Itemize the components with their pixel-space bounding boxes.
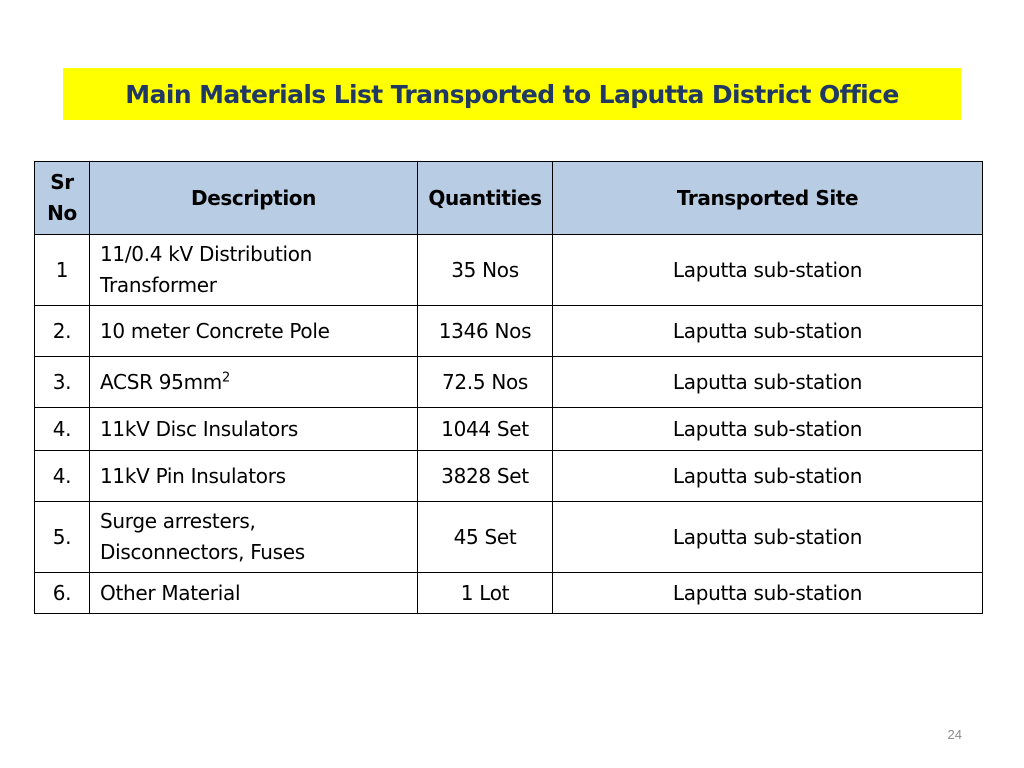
header-sr-no: Sr No — [35, 162, 90, 235]
site-cell: Laputta sub-station — [553, 573, 983, 614]
quantity-cell: 72.5 Nos — [418, 357, 553, 408]
table-row — [35, 306, 983, 357]
quantity-cell: 45 Set — [418, 502, 553, 573]
quantity-cell: 1044 Set — [418, 408, 553, 451]
table-header-row — [35, 162, 983, 235]
table-row — [35, 502, 983, 573]
slide-title: Main Materials List Transported to Laputta District Office — [125, 79, 899, 109]
description-cell: 10 meter Concrete Pole — [90, 306, 418, 357]
description-cell: 11kV Disc Insulators — [90, 408, 418, 451]
quantity-cell: 1 Lot — [418, 573, 553, 614]
site-cell: Laputta sub-station — [553, 357, 983, 408]
sr-no-cell: 4. — [35, 408, 90, 451]
description-cell: Other Material — [90, 573, 418, 614]
page-number: 24 — [947, 727, 962, 742]
site-cell: Laputta sub-station — [553, 502, 983, 573]
table-row — [35, 451, 983, 502]
table-row — [35, 235, 983, 306]
quantity-cell: 1346 Nos — [418, 306, 553, 357]
header-quantities: Quantities — [418, 162, 553, 235]
site-cell: Laputta sub-station — [553, 408, 983, 451]
quantity-cell: 35 Nos — [418, 235, 553, 306]
description-cell: 11/0.4 kV Distribution Transformer — [90, 235, 418, 306]
table-row — [35, 408, 983, 451]
sr-no-cell: 1 — [35, 235, 90, 306]
title-banner — [63, 68, 961, 120]
sr-no-cell: 6. — [35, 573, 90, 614]
sr-no-cell: 2. — [35, 306, 90, 357]
sr-no-cell: 4. — [35, 451, 90, 502]
sr-no-cell: 5. — [35, 502, 90, 573]
description-cell: 11kV Pin Insulators — [90, 451, 418, 502]
header-description: Description — [90, 162, 418, 235]
header-transported-site: Transported Site — [553, 162, 983, 235]
table-row — [35, 573, 983, 614]
description-cell: Surge arresters, Disconnectors, Fuses — [90, 502, 418, 573]
table-row — [35, 357, 983, 408]
site-cell: Laputta sub-station — [553, 306, 983, 357]
superscript-2: 2 — [221, 369, 230, 385]
quantity-cell: 3828 Set — [418, 451, 553, 502]
description-cell: ACSR $95mm^2$ — [90, 357, 418, 408]
site-cell: Laputta sub-station — [553, 451, 983, 502]
sr-no-cell: 3. — [35, 357, 90, 408]
materials-table — [34, 161, 983, 614]
site-cell: Laputta sub-station — [553, 235, 983, 306]
